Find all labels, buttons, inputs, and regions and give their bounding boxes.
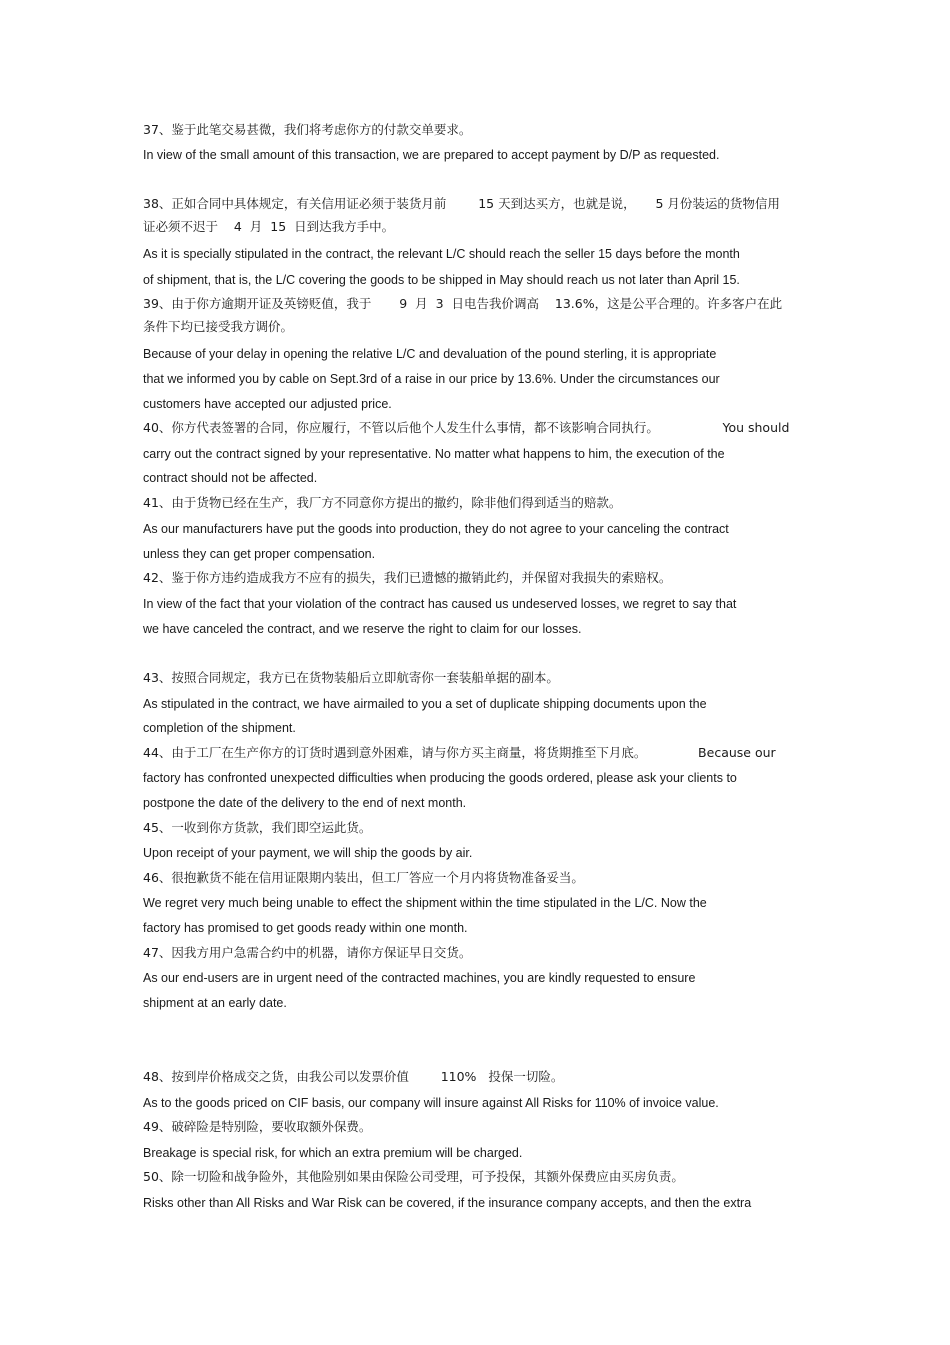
text-line: In view of the small amount of this transaction, we are prepared to accept payment by D/P as requested. [143, 148, 720, 162]
text-line: 条件下均已接受我方调价。 [143, 319, 294, 334]
text-line: 38、正如合同中具体规定，有关信用证必须于装货月前 15 天到达买方，也就是说， 5 月份装运的货物信用 [143, 196, 780, 211]
text-line: 49、破碎险是特别险，要收取额外保费。 [143, 1119, 372, 1134]
text-line: 50、除一切险和战争险外，其他险别如果由保险公司受理，可予投保，其额外保费应由买房负责。 [143, 1169, 684, 1184]
text-line: of shipment, that is, the L/C covering the goods to be shipped in May should reach us not later than April 15. [143, 273, 740, 287]
text-line: Risks other than All Risks and War Risk can be covered, if the insurance company accepts, and then the extra [143, 1196, 752, 1210]
text-line: 41、由于货物已经在生产，我厂方不同意你方提出的撤约，除非他们得到适当的赔款。 [143, 495, 622, 510]
text-line: 45、一收到你方货款，我们即空运此货。 [143, 820, 372, 835]
text-line: 证必须不迟于 4 月 15 日到达我方手中。 [143, 219, 395, 234]
text-line: 42、鉴于你方违约造成我方不应有的损失，我们已遗憾的撤销此约，并保留对我损失的索赔权。 [143, 570, 672, 585]
text-line: shipment at an early date. [143, 996, 287, 1010]
text-line: 48、按到岸价格成交之货，由我公司以发票价值 110% 投保一切险。 [143, 1069, 564, 1084]
text-line: We regret very much being unable to effect the shipment within the time stipulated in the L/C. Now the [143, 896, 707, 910]
text-line: As our manufacturers have put the goods into production, they do not agree to your canceling the contract [143, 522, 729, 536]
text-line: Breakage is special risk, for which an extra premium will be charged. [143, 1146, 523, 1160]
text-line: As to the goods priced on CIF basis, our company will insure against All Risks for 110% of invoice value. [143, 1096, 719, 1110]
text-line: In view of the fact that your violation of the contract has caused us undeserved losses, we regret to say that [143, 597, 737, 611]
text-line: carry out the contract signed by your representative. No matter what happens to him, the execution of the [143, 447, 725, 461]
text-line: we have canceled the contract, and we reserve the right to claim for our losses. [143, 622, 582, 636]
text-line: factory has promised to get goods ready within one month. [143, 921, 468, 935]
text-line: 40、你方代表签署的合同，你应履行，不管以后他个人发生什么事情，都不该影响合同执行。 You should [143, 420, 790, 435]
text-line: completion of the shipment. [143, 721, 296, 735]
text-line: 43、按照合同规定，我方已在货物装船后立即航寄你一套装船单据的副本。 [143, 670, 559, 685]
text-line: that we informed you by cable on Sept.3rd of a raise in our price by 13.6%. Under the circumstances our [143, 372, 720, 386]
text-line: customers have accepted our adjusted price. [143, 397, 392, 411]
text-line: As it is specially stipulated in the contract, the relevant L/C should reach the seller 15 days before the month [143, 247, 740, 261]
text-line: 44、由于工厂在生产你方的订货时遇到意外困难，请与你方买主商量，将货期推至下月底。 Because our [143, 745, 776, 760]
text-line: 37、鉴于此笔交易甚微，我们将考虑你方的付款交单要求。 [143, 122, 472, 137]
text-line: 39、由于你方逾期开证及英镑贬值，我于 9 月 3 日电告我价调高 13.6%，这是公平合理的。许多客户在此 [143, 296, 783, 311]
text-line: contract should not be affected. [143, 471, 318, 485]
text-line: postpone the date of the delivery to the end of next month. [143, 796, 467, 810]
text-line: factory has confronted unexpected difficulties when producing the goods ordered, please ask your clients to [143, 771, 737, 785]
text-line: As stipulated in the contract, we have airmailed to you a set of duplicate shipping documents upon the [143, 697, 707, 711]
text-line: 47、因我方用户急需合约中的机器，请你方保证早日交货。 [143, 945, 472, 960]
text-line: Because of your delay in opening the relative L/C and devaluation of the pound sterling, it is appropriate [143, 347, 717, 361]
text-line: 46、很抱歉货不能在信用证限期内装出，但工厂答应一个月内将货物准备妥当。 [143, 870, 584, 885]
text-line: Upon receipt of your payment, we will ship the goods by air. [143, 846, 473, 860]
text-line: unless they can get proper compensation. [143, 547, 376, 561]
text-line: As our end-users are in urgent need of the contracted machines, you are kindly requested to ensure [143, 971, 696, 985]
